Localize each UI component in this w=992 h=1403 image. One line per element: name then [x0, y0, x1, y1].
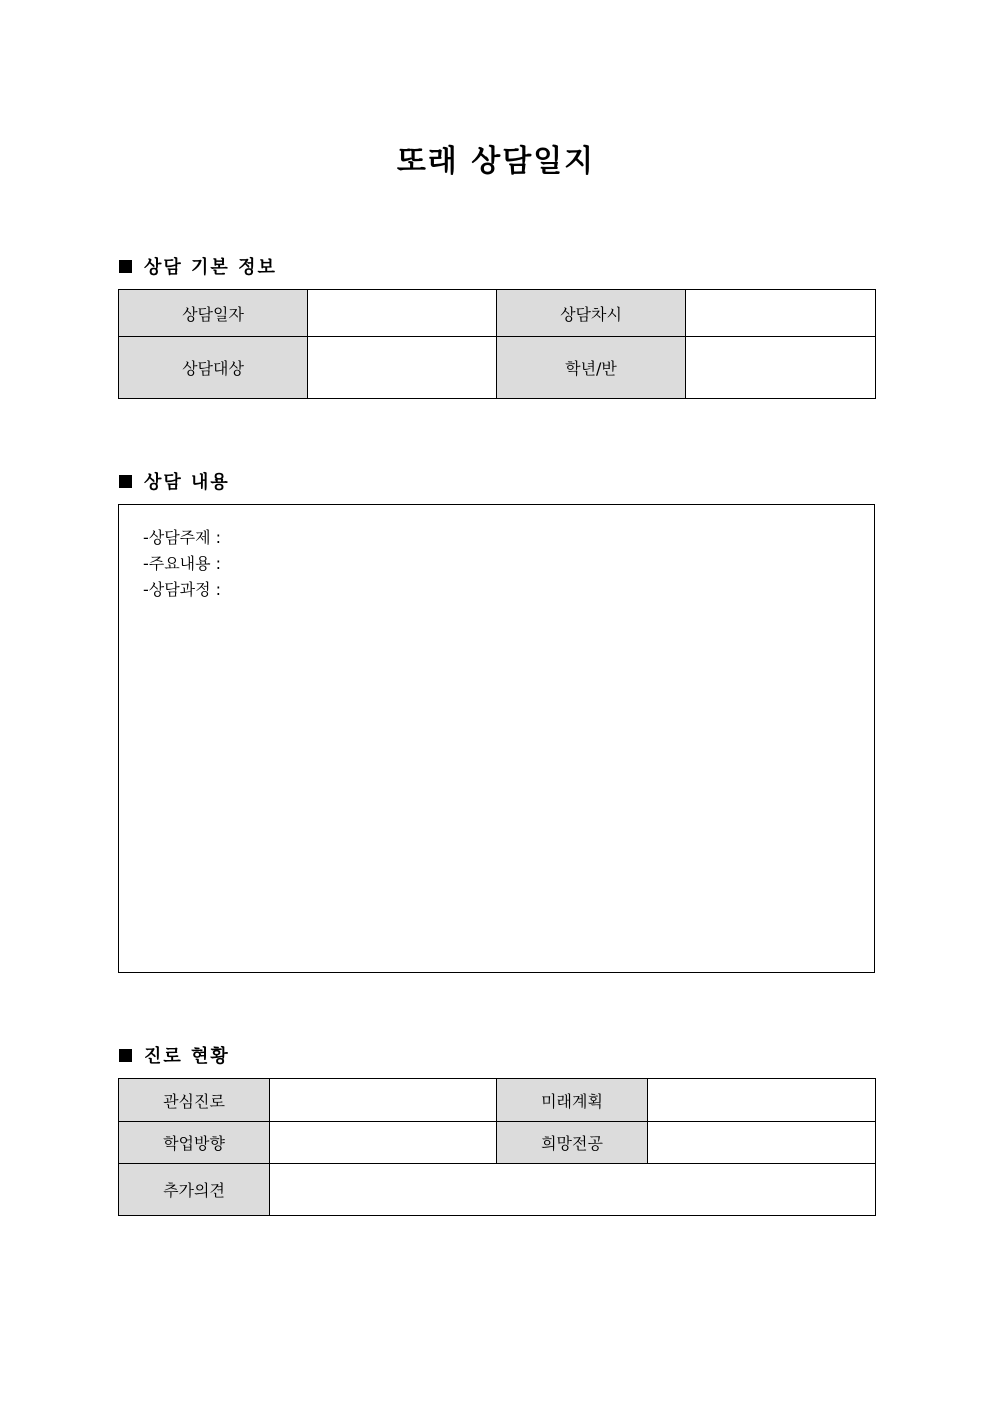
interest-career-label: 관심진로	[119, 1079, 270, 1122]
counsel-session-label: 상담차시	[497, 290, 686, 337]
desired-major-field[interactable]	[648, 1122, 876, 1164]
counsel-target-field[interactable]	[308, 337, 497, 399]
counsel-topic-line: -상담주제 :	[143, 528, 222, 547]
table-row	[119, 337, 876, 399]
career-heading-text: 진로 현황	[144, 1046, 230, 1067]
basic-info-table	[118, 289, 876, 399]
grade-class-field[interactable]	[686, 337, 876, 399]
study-direction-field[interactable]	[270, 1122, 497, 1164]
counsel-date-field[interactable]	[308, 290, 497, 337]
counsel-target-label: 상담대상	[119, 337, 308, 399]
counsel-session-field[interactable]	[686, 290, 876, 337]
content-heading-text: 상담 내용	[144, 472, 230, 493]
counsel-content-box[interactable]	[118, 504, 875, 973]
basic-info-heading	[119, 253, 277, 279]
counsel-date-label: 상담일자	[119, 290, 308, 337]
grade-class-label: 학년/반	[497, 337, 686, 399]
square-bullet-icon	[119, 260, 132, 273]
basic-info-heading-text: 상담 기본 정보	[144, 257, 277, 278]
study-direction-label: 학업방향	[119, 1122, 270, 1164]
table-row	[119, 1079, 876, 1122]
extra-opinion-field[interactable]	[270, 1164, 876, 1216]
main-content-line: -주요내용 :	[143, 554, 222, 573]
counsel-process-line: -상담과정 :	[143, 580, 222, 599]
career-table	[118, 1078, 876, 1216]
future-plan-field[interactable]	[648, 1079, 876, 1122]
extra-opinion-label: 추가의견	[119, 1164, 270, 1216]
table-row	[119, 290, 876, 337]
interest-career-field[interactable]	[270, 1079, 497, 1122]
square-bullet-icon	[119, 475, 132, 488]
table-row	[119, 1164, 876, 1216]
future-plan-label: 미래계획	[497, 1079, 648, 1122]
document-title: 또래 상담일지	[396, 144, 596, 179]
content-heading	[119, 468, 230, 494]
content-lines	[143, 525, 221, 603]
square-bullet-icon	[119, 1049, 132, 1062]
desired-major-label: 희망전공	[497, 1122, 648, 1164]
career-heading	[119, 1042, 230, 1068]
table-row	[119, 1122, 876, 1164]
